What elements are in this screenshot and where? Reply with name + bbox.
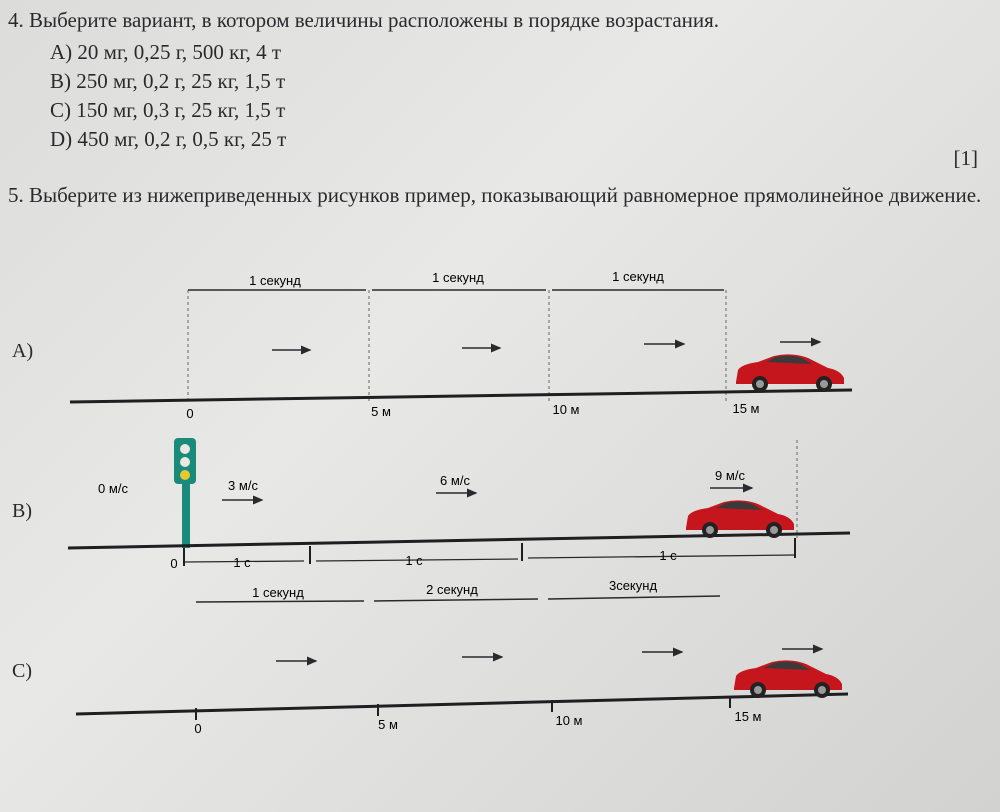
panel-b-label: B) [12, 500, 32, 522]
panel-c-interval-1: 1 секунд [252, 585, 304, 600]
panel-b-speed-1: 3 м/с [228, 478, 258, 493]
panel-b-interval-2: 1 с [405, 553, 423, 568]
panel-a-tick-0: 0 [186, 406, 194, 421]
panel-a-interval-1: 1 секунд [249, 273, 301, 288]
panel-c-tick-1: 5 м [378, 717, 398, 732]
panel-c-label: C) [12, 660, 32, 682]
traffic-light-pole [182, 478, 190, 548]
q4-option-b: B) 250 мг, 0,2 г, 25 кг, 1,5 т [50, 69, 286, 93]
panel-c-interval-line-1 [196, 601, 364, 602]
panel-c-car-icon [734, 660, 842, 698]
q4-option-a: A) 20 мг, 0,25 г, 500 кг, 4 т [50, 40, 282, 64]
q4-option-d: D) 450 мг, 0,2 г, 0,5 кг, 25 т [50, 127, 287, 151]
panel-b-tick-0: 0 [170, 556, 178, 571]
panel-b-speed-0: 0 м/с [98, 481, 128, 496]
panel-c-tick-3: 15 м [734, 709, 762, 724]
q4-option-c: C) 150 мг, 0,3 г, 25 кг, 1,5 т [50, 98, 286, 122]
question-4-text: 4. Выберите вариант, в котором величины расположены в порядке возрастания. [8, 8, 720, 32]
q4-score: [1] [953, 146, 978, 170]
panel-c-tick-0: 0 [194, 721, 202, 736]
panel-a-label: A) [12, 340, 34, 362]
panel-c-interval-3: 3секунд [608, 578, 658, 593]
panel-c-interval-2: 2 секунд [426, 582, 478, 597]
panel-b-interval-1: 1 с [233, 555, 251, 570]
panel-b-diagram [68, 438, 850, 571]
panel-a-tick-2: 10 м [552, 402, 580, 417]
panel-c-tick-2: 10 м [555, 713, 583, 728]
panel-c-interval-line-3 [548, 596, 720, 599]
question-5-text: 5. Выберите из нижеприведенных рисунков пример, показывающий равномерное прямолинейное движение. [8, 183, 982, 207]
panel-a-car-icon [736, 354, 844, 392]
panel-c-interval-line-2 [374, 599, 538, 601]
panel-a-interval-2: 1 секунд [432, 270, 484, 285]
panel-a-tick-1: 5 м [371, 404, 391, 419]
panel-c-diagram [76, 578, 848, 736]
panel-b-speed-2: 6 м/с [440, 473, 470, 488]
panel-a-interval-3: 1 секунд [612, 269, 664, 284]
panel-b-car-icon [686, 500, 794, 538]
panel-b-interval-3: 1 с [659, 548, 677, 563]
panel-a-diagram [70, 269, 852, 421]
panel-a-tick-3: 15 м [732, 401, 760, 416]
panel-c-ground-line [76, 694, 848, 714]
panel-b-speed-3: 9 м/с [715, 468, 745, 483]
